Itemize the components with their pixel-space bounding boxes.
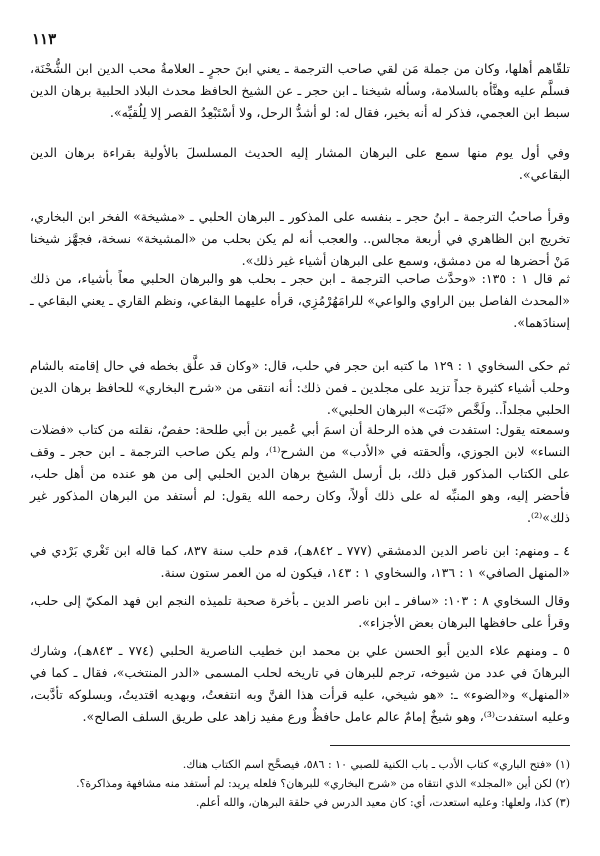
footnote: (١) «فتح الباري» كتاب الأدب ـ باب الكنية للصبي ١٠ : ٥٨٦، فيصحَّح اسم الكتاب هناك. — [182, 758, 570, 771]
paragraph: وسمعته يقول: استفدت في هذه الرحلة أن اسمَ أبي عُمير بن أبي طلحة: حفصٌ، نقلته من كتاب «فضلات النساء» لابن الجوزي، وألحقته في «الأدب» من الشرح⁽¹⁾، ولم يكن صاحب الترجمة ـ ابن حجر ـ وقف على الكتاب المذكور قبل ذلك، بل أرسل الشيخ برهان الدين الحلبي إلى من هو عنده من أهل حلب، فأحضر إليه، وهو المنبِّه له على ذلك أولاً، وكان رحمه الله يقول: لم أستفد من البرهان المذكور غير ذلك»⁽²⁾. — [30, 422, 570, 525]
paragraph: ٥ ـ ومنهم علاء الدين أبو الحسن علي بن محمد ابن خطيب الناصرية الحلبي (٧٧٤ ـ ٨٤٣هـ)، وشارك البرهانَ في عدد من شيوخه، ترجم للبرهان في تاريخه لحلب المسمى «الدر المنتخب»، فقال ـ كما في «المنهل» و«الضوء» ـ: «هو شيخي، عليه قرأت هذا الفنَّ وبه انتفعتُ، وبهديه اقتديتُ، وبسلوكه تأدَّبت، وعليه استفدت⁽³⁾، وهو شيخٌ إمامٌ عالم عامل حافظٌ ورع مفيد زاهد على طريق السلف الصالح». — [30, 643, 571, 724]
footnote-divider — [330, 745, 570, 746]
paragraph: وقرأ صاحبُ الترجمة ـ ابنُ حجر ـ بنفسه على المذكور ـ البرهان الحلبي ـ «مشيخة» الفخر ابن البخاري، تخريج ابن الظاهري في أربعة مجالس.. والعجب أنه لم يكن بحلب من «المشيخة» نسخة، فجهَّز شيخنا مَنْ أحضرها له من دمشق، وسمع على البرهان أشياء غير ذلك». — [30, 209, 570, 268]
paragraph: ثم حكى السخاوي ١ : ١٢٩ ما كتبه ابن حجر في حلب، قال: «وكان قد علَّق بخطه في حال إقامته بالشام وحلب أشياء كثيرة جداً تزيد على مجلدين ـ فمن ذلك: أنه انتقى من «شرح البخاري» للحافظ برهان الدين الحلبي مجلداً.. ولَخَّص «ثَبَت» البرهان الحلبي». — [30, 358, 571, 417]
footnote: (٢) لكن أين «المجلد» الذي انتقاه من «شرح البخاري» للبرهان؟ فلعله يريد: لم أستفد منه مشافهة ومذاكرة؟. — [76, 777, 570, 790]
paragraph: وقال السخاوي ٨ : ١٠٣: «سافر ـ ابن ناصر الدين ـ بأخرة صحبة تلميذه النجم ابن فهد المكيّ إلى حلب، وقرأ على حافظها البرهان بعض الأجزاء». — [30, 593, 571, 630]
page-number: ١١٣ — [32, 30, 57, 48]
footnotes — [30, 755, 570, 812]
paragraph: ثم قال ١ : ١٣٥: «وحدَّث صاحب الترجمة ـ ابن حجر ـ بحلب هو والبرهان الحلبي معاً بأشياء، من ذلك «المحدث الفاصل بين الراوي والواعي» للرامَهُرْمُزِي، قرأه عليهما البقاعي، ونظم القاري ـ يعني البقاعي ـ إسنادَهما». — [30, 271, 570, 330]
paragraph: وفي أول يوم منها سمع على البرهان المشار إليه الحديث المسلسلَ بالأولية بقراءة برهان الدين البقاعي». — [30, 145, 570, 182]
paragraph: ٤ ـ ومنهم: ابن ناصر الدين الدمشقي (٧٧٧ ـ ٨٤٢هـ)، قدم حلب سنة ٨٣٧، كما قاله ابن تَغْري بَرْدي في «المنهل الصافي» ١ : ١٣٦، والسخاوي ١ : ١٤٣، فيكون له من العمر ستون سنة. — [30, 543, 570, 580]
footnote: (٣) كذا، ولعلها: وعليه استعدت، أي: كان معيد الدرس في حلقة البرهان، والله أعلم. — [195, 796, 570, 809]
paragraph: تلقّاهم أهلها، وكان من جملة مَن لقي صاحب الترجمة ـ يعني ابنَ حجرٍ ـ العلامةُ محب الدين ابن الشُّحْنَة، فسلَّم عليه وهنَّأه بالسلامة، وسأله شيخنا ـ ابن حجر ـ عن الشيخ الحافظ محدث البلاد الحلبية برهان الدين سبط ابن العجمي، فذكر له أنه بخير، فقال له: لو أشدُّ الرحل، ولا أسْتَبْعِدُ القصر إلا لِلُقيِّه». — [30, 61, 570, 120]
